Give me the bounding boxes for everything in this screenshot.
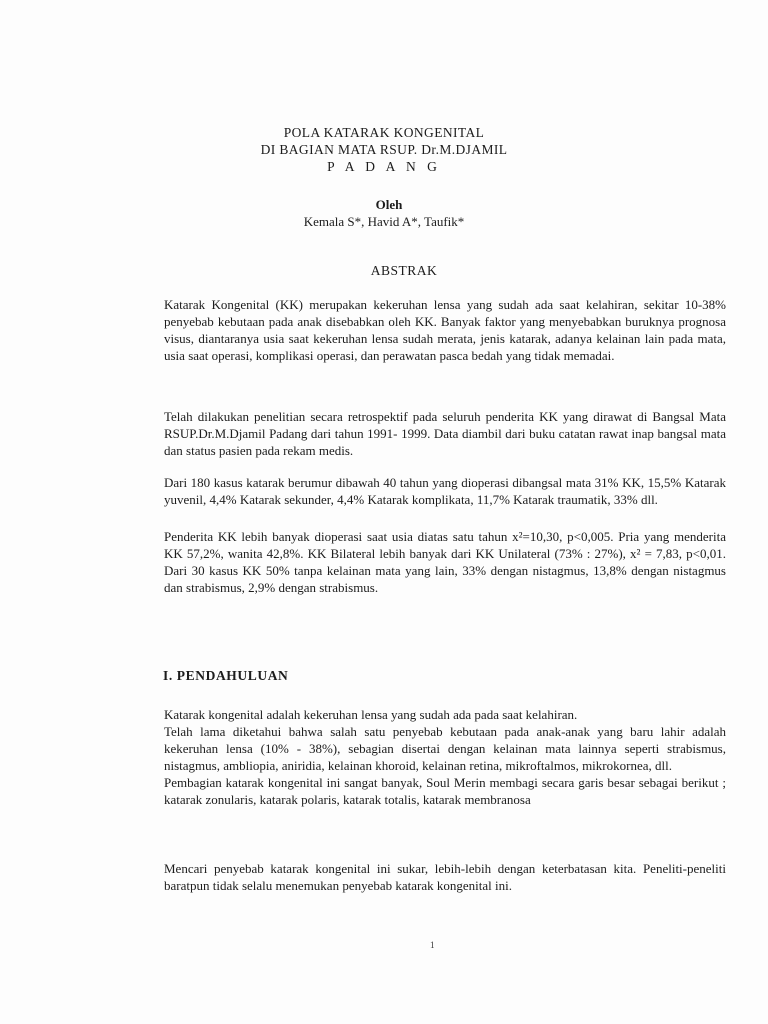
abstract-paragraph-1: Katarak Kongenital (KK) merupakan kekeruhan lensa yang sudah ada saat kelahiran, sekitar 10-38% penyebab kebutaan pada anak disebabkan oleh KK. Banyak faktor yang menyebabkan buruknya prognosa visus, diantaranya usia saat kekeruhan lensa sudah merata, jenis katarak, adanya kelainan lain pada mata, usia saat operasi, komplikasi operasi, dan perawatan pasca bedah yang tidak memadai. bbox=[164, 297, 726, 363]
abstract-paragraph-2: Telah dilakukan penelitian secara retrospektif pada seluruh penderita KK yang dirawat di Bangsal Mata RSUP.Dr.M.Djamil Padang dari tahun 1991- 1999. Data diambil dari buku catatan rawat inap bangsal mata dan status pasien pada rekam medis. bbox=[164, 409, 726, 458]
document-title bbox=[0, 124, 768, 175]
title-line-2: DI BAGIAN MATA RSUP. Dr.M.DJAMIL bbox=[260, 142, 508, 157]
abstract-paragraph-3: Dari 180 kasus katarak berumur dibawah 40 tahun yang dioperasi dibangsal mata 31% KK, 15,5% Katarak yuvenil, 4,4% Katarak sekunder, 4,4% Katarak komplikata, 11,7% Katarak traumatik, 33% dll. bbox=[164, 475, 726, 507]
section-heading-pendahuluan: I. PENDAHULUAN bbox=[163, 668, 289, 683]
title-line-1: POLA KATARAK KONGENITAL bbox=[283, 125, 485, 140]
byline bbox=[0, 196, 768, 230]
introduction-line-3: Pembagian katarak kongenital ini sangat banyak, Soul Merin membagi secara garis besar sebagai berikut ; katarak zonularis, katarak polaris, katarak totalis, katarak membranosa bbox=[164, 775, 726, 807]
introduction-paragraph-1 bbox=[164, 706, 726, 808]
introduction-paragraph-2: Mencari penyebab katarak kongenital ini sukar, lebih-lebih dengan keterbatasan kita. Peneliti-peneliti baratpun tidak selalu menemukan penyebab katarak kongenital ini. bbox=[164, 861, 726, 893]
title-line-3: P A D A N G bbox=[327, 159, 441, 174]
abstract-heading: ABSTRAK bbox=[370, 263, 438, 278]
page-number: 1 bbox=[430, 940, 435, 950]
byline-authors: Kemala S*, Havid A*, Taufik* bbox=[303, 214, 465, 229]
abstract-paragraph-4: Penderita KK lebih banyak dioperasi saat usia diatas satu tahun x²=10,30, p<0,005. Pria yang menderita KK 57,2%, wanita 42,8%. KK Bilateral lebih banyak dari KK Unilateral (73% : 27%), x² = 7,83, p<0,01. Dari 30 kasus KK 50% tanpa kelainan mata yang lain, 33% dengan nistagmus, 13,8% dengan nistagmus dan strabismus, 2,9% dengan strabismus. bbox=[164, 529, 726, 595]
introduction-line-1: Katarak kongenital adalah kekeruhan lensa yang sudah ada pada saat kelahiran. bbox=[164, 707, 578, 722]
introduction-line-2: Telah lama diketahui bahwa salah satu penyebab kebutaan pada anak-anak yang baru lahir adalah kekeruhan lensa (10% - 38%), sebagian disertai dengan kelainan mata lainnya seperti strabismus, nistagmus, ambliopia, aniridia, kelainan khoroid, kelainan retina, mikroftalmos, mikrokornea, dll. bbox=[164, 724, 726, 773]
byline-label: Oleh bbox=[375, 197, 403, 212]
